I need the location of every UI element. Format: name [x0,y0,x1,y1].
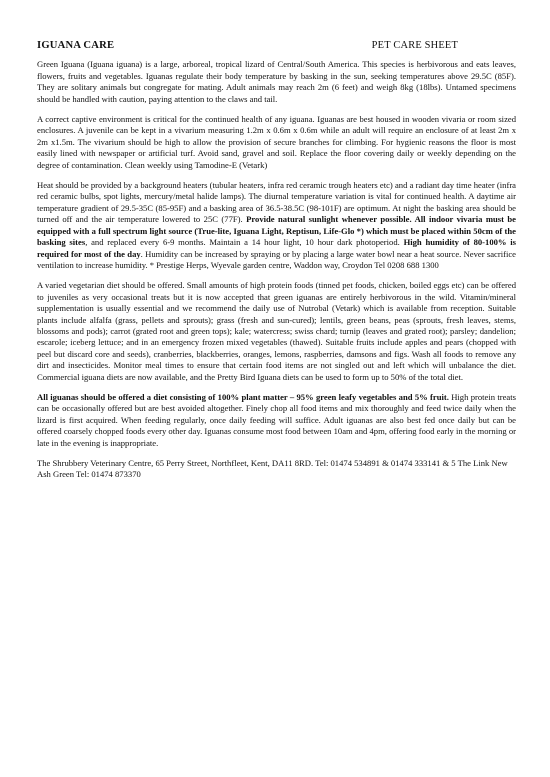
heat-text-2: , and replaced every 6-9 months. Maintain a 14 hour light, 10 hour dark photoperiod. [85,237,404,248]
heat-text-1: Heat should be provided by a background heaters (tubular heaters, infra red ceramic trough heaters etc) and a radiant day time heater (infra red ceramic bulbs, spot lights, mercury/metal halide lamps). The diurnal temperature variation is vital for continued health. A daytime air temperature gradient of 29.5-35C (85-95F) and a basking area of 36.5-38.5C (98-101F) are optimum. At night the basking area should be turned off and the air temperature lowered to 25C (77F). [37,180,516,225]
header [37,40,516,51]
heat-lighting-paragraph [37,180,516,271]
page-subtitle: PET CARE SHEET [371,40,458,51]
feeding-text: High protein treats can be occasionally offered but are best avoided altogether. Finely chop all food items and mix thoroughly and feed twice daily when the lizard is first acquired. When feeding regularly, once daily feeding will suffice. Adult iguanas are also best fed once daily but can be offered coarsely chopped foods every other day. Iguanas consume most food between 10am and 4pm, offering food early in the morning or late in the evening is inappropriate. [37,391,516,448]
intro-paragraph: Green Iguana (Iguana iguana) is a large, arboreal, tropical lizard of Central/South America. This species is herbivorous and eats leaves, flowers, fruits and vegetables. Iguanas regulate their body temperature by basking in the sun, seeking temperatures above 29.5C (85F). They are solitary animals but congregate for mating. Adult animals may reach 2m (6 feet) and weigh 8kg (18lbs). Untamed specimens should be handled with caution, paying attention to the claws and tail. [37,59,516,104]
diet-rule: All iguanas should be offered a diet consisting of 100% plant matter – 95% green leafy vegetables and 5% fruit. [37,391,449,402]
housing-paragraph: A correct captive environment is critical for the continued health of any iguana. Iguanas are best housed in wooden vivaria or room sized enclosures. A juvenile can be kept in a vivarium measuring 1.2m x 0.6m x 0.6m while an adult will require an enclosure of at least 2m x 2m x1.5m. The vivarium should be high to allow the provision of secure branches for climbing. For hygienic reasons the floor is most easily lined with newspaper or artificial turf. Avoid sand, gravel and soil. Replace the floor covering daily or weekly depending on the degree of contamination. Clean weekly using Tamodine-E (Vetark) [37,114,516,170]
lighting-warning: Provide natural sunlight whenever possible. All indoor vivaria must be equipped with a full spectrum light source (True-lite, Iguana Light, Reptisun, Life-Glo *) which must be placed within 50cm of the basking sites [37,214,516,248]
page-title: IGUANA CARE [37,40,115,51]
feeding-paragraph [37,392,516,449]
humidity-warning: High humidity of 80-100% is required for most of the day [37,237,516,259]
heat-text-3: . Humidity can be increased by spraying or by placing a large water bowl near a heat source. Never sacrifice ventilation to increase humidity. * Prestige Herps, Wyevale garden centre, Waddon way, Croydon Tel 0208 688 1300 [37,248,516,270]
clinic-contact: The Shrubbery Veterinary Centre, 65 Perry Street, Northfleet, Kent, DA11 8RD. Tel: 01474 534891 & 01474 333141 & 5 The Link New Ash Green Tel: 01474 873370 [37,458,508,480]
care-sheet [37,40,516,490]
diet-paragraph: A varied vegetarian diet should be offered. Small amounts of high protein foods (tinned pet foods, chicken, boiled eggs etc) can be offered to juveniles as very occasional treats but it is now accepted that green iguanas are entirely herbivorous in the wild. Vitamin/mineral supplementation is usually essential and we recommend the daily use of Nutrobal (Vetark) which is available from reception. Suitable plants include alfalfa (grass, pellets and sprouts); grass (fresh and sun-cured); lentils, green beans, peas (sprouts, fresh leaves, stems, blossoms and pods); carrot (grated root and green tops); kale; watercress; swiss chard; turnip (leaves and grated root); parsley; dandelion; escarole; iceberg lettuce; and in an emergency frozen mixed vegetables (thawed). Suitable fruits include apples and pears (chopped with peel but discard core and seeds), cranberries, blackberries, oranges, lemons, raspberries, damsons and figs. Wash all foods to remove any dirt and insecticides. Monitor meal times to ensure that certain food items are not singled out and left which will unbalance the diet. Commercial iguana diets are now available, and the Pretty Bird Iguana diets can be used to form up to 50% of the total diet. [37,280,516,382]
